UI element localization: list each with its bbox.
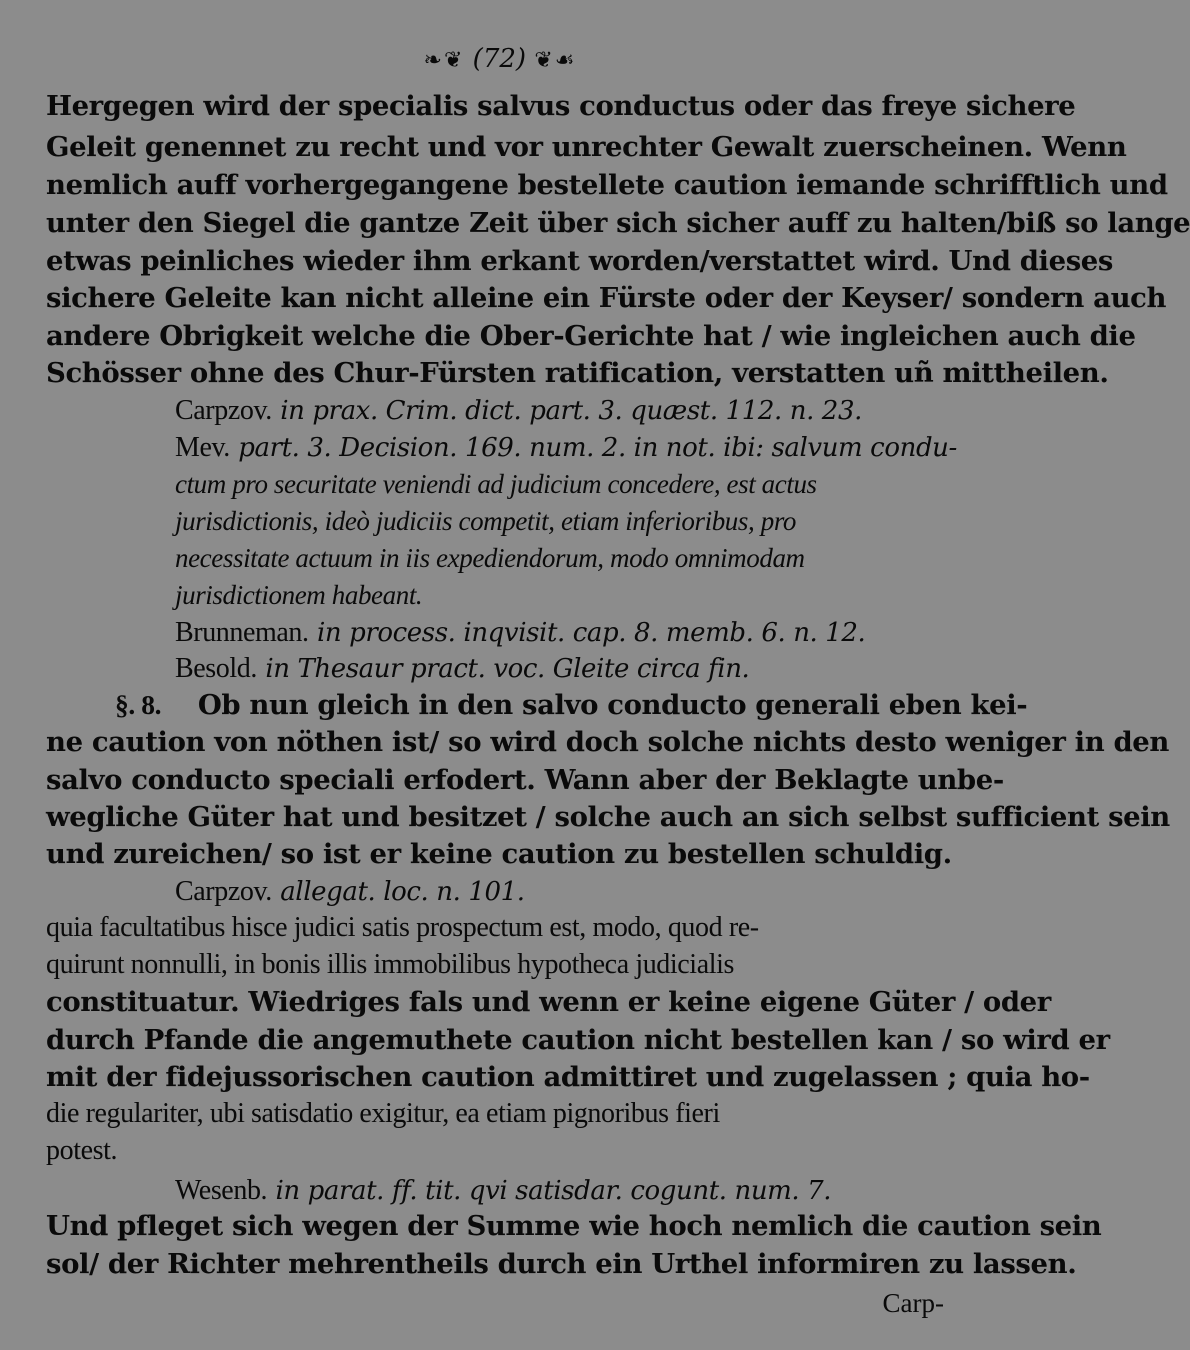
latin-line: quia facultatibus hisce judici satis prospectum est, modo, quod re- [46,912,759,943]
citation-reference: allegat. loc. n. 101. [280,877,525,907]
citation-author: Brunneman. [175,617,309,648]
citation-reference: in parat. ff. tit. qvi satisdar. cogunt. num. 7. [275,1176,832,1206]
citation-wesenb [175,1172,955,1209]
citation-mev [175,429,955,466]
quote-line: jurisdictionem habeant. [175,580,423,610]
citation-author: Besold. [175,653,257,684]
page-number: (72) [472,44,527,74]
text-line: ne caution von nöthen ist/ so wird doch solche nichts desto weniger in den [46,726,1169,758]
text-line: unter den Siegel die gantze Zeit über sich sicher auff zu halten/biß so lange [46,207,1190,239]
latin-line: die regulariter, ubi satisdatio exigitur, ea etiam pignoribus fieri [46,1098,720,1129]
quote-line: necessitate actuum in iis expediendorum, modo omnimodam [175,543,805,573]
text-line: und zureichen/ so ist er keine caution zu bestellen schuldig. [46,838,952,870]
text-line: Hergegen wird der specialis salvus conductus oder das freye sichere [46,90,1076,122]
text-line: Und pfleget sich wegen der Summe wie hoch nemlich die caution sein [46,1210,1102,1242]
text-line: constituatur. Wiedriges fals und wenn er keine eigene Güter / oder [46,986,1051,1018]
citation-author: Mev. [175,432,230,463]
citation-reference: part. 3. Decision. 169. num. 2. in not. ibi: salvum condu- [238,433,957,463]
text-line: durch Pfande die angemuthete caution nicht bestellen kan / so wird er [46,1024,1110,1056]
quote-line: ctum pro securitate veniendi ad judicium concedere, est actus [175,469,817,499]
citation-brunneman [175,614,955,651]
text-line: sol/ der Richter mehrentheils durch ein Urthel informiren zu lassen. [46,1248,1077,1280]
text-line: etwas peinliches wieder ihm erkant worden/verstattet wird. Und dieses [46,245,1113,277]
text-line: sichere Geleite kan nicht alleine ein Fürste oder der Keyser/ sondern auch [46,282,1167,314]
ornament-left-icon: ❧❦ [423,48,465,73]
citation-carpzov-2 [175,873,955,910]
latin-line: potest. [46,1135,118,1166]
latin-line: quirunt nonnulli, in bonis illis immobilibus hypotheca judicialis [46,949,734,980]
section-number: §. 8. [115,689,162,720]
text-line: nemlich auff vorhergegangene bestellete caution iemande schrifftlich und [46,169,1168,201]
quote-line: jurisdictionis, ideò judiciis competit, etiam inferioribus, pro [175,506,797,536]
text-line: andere Obrigkeit welche die Ober-Gerichte hat / wie ingleichen auch die [46,320,1136,352]
citation-carpzov [175,392,955,429]
text-line: mit der fidejussorischen caution admittiret und zugelassen ; quia ho- [46,1061,1090,1093]
citation-reference: in Thesaur pract. voc. Gleite circa fin. [265,654,750,684]
text-line: wegliche Güter hat und besitzet / solche auch an sich selbst sufficient sein [46,801,1170,833]
citation-author: Carpzov. [175,876,272,907]
citation-reference: in process. inqvisit. cap. 8. memb. 6. n. 12. [316,618,866,648]
citation-besold [175,650,955,687]
citation-author: Carpzov. [175,395,272,426]
citation-reference: in prax. Crim. dict. part. 3. quæst. 112. n. 23. [280,396,862,426]
page-header [0,42,1000,78]
text-line: Ob nun gleich in den salvo conducto generali eben kei- [197,689,1028,721]
catchword: Carp- [882,1288,944,1318]
citation-author: Wesenb. [175,1175,268,1206]
text-line: Geleit genennet zu recht und vor unrechter Gewalt zuerscheinen. Wenn [46,131,1127,163]
ornament-right-icon: ❦☙ [534,48,577,73]
text-line: Schösser ohne des Chur-Fürsten ratification, verstatten uñ mittheilen. [46,357,1109,389]
text-line: salvo conducto speciali erfodert. Wann aber der Beklagte unbe- [46,764,1004,796]
section-8-first-line [115,687,1028,723]
